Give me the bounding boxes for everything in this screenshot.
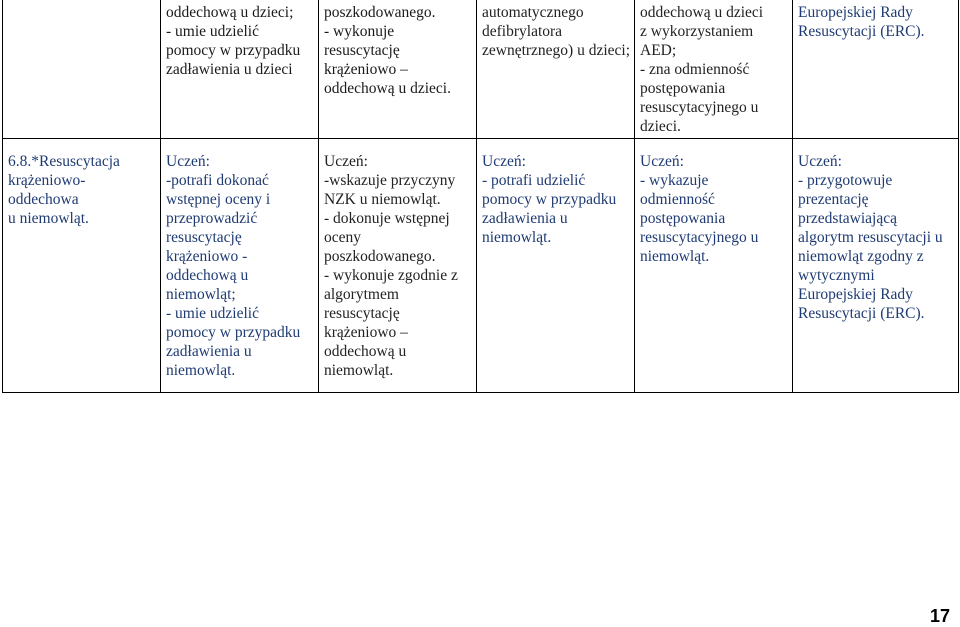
cell-text-line: AED; xyxy=(640,42,677,59)
cell-text-line: Europejskiej Rady xyxy=(798,4,913,21)
cell-text-line: oceny xyxy=(324,229,362,246)
cell-text-line: oddechową u dzieci xyxy=(640,4,764,21)
cell-text-line: Uczeń: xyxy=(324,153,368,170)
cell-text-line: oddechową u dzieci. xyxy=(324,80,451,97)
cell-text-line: resuscytację xyxy=(324,42,400,59)
table-cell-basic-requirements xyxy=(161,0,319,139)
cell-text-line: krążeniowo - xyxy=(166,248,248,265)
cell-text-line: defibrylatora xyxy=(482,23,563,40)
cell-text-line: - umie udzielić xyxy=(166,305,259,322)
table-row xyxy=(3,139,959,393)
cell-text-line: - wykonuje zgodnie z xyxy=(324,267,458,284)
cell-text-line: pomocy w przypadku xyxy=(482,191,617,208)
cell-text-line: wytycznymi xyxy=(798,267,875,284)
cell-text-line: niemowląt. xyxy=(324,362,394,379)
table-cell-advanced-requirements xyxy=(635,0,793,139)
cell-text-line: algorytm resuscytacji u xyxy=(798,229,943,246)
cell-text-line: oddechową u dzieci; xyxy=(166,4,294,21)
cell-text-line: przedstawiającą xyxy=(798,210,897,227)
cell-text-line: pomocy w przypadku xyxy=(166,324,301,341)
cell-text-line: niemowląt. xyxy=(640,248,710,265)
cell-text-line: - wykazuje xyxy=(640,172,709,189)
cell-text-line: oddechową u xyxy=(166,267,249,284)
cell-text-line: prezentację xyxy=(798,191,869,208)
cell-text-line: niemowląt. xyxy=(166,362,236,379)
table-cell-topic xyxy=(3,139,161,393)
cell-text-line: - zna odmienność xyxy=(640,61,750,78)
cell-text-line: Resuscytacji (ERC). xyxy=(798,305,925,322)
cell-text-line: oddechowa xyxy=(8,191,79,208)
cell-text-line: algorytmem xyxy=(324,286,399,303)
cell-text-line: z wykorzystaniem xyxy=(640,23,754,40)
cell-text-line: zadławienia u dzieci xyxy=(166,61,293,78)
cell-text-line: NZK u niemowląt. xyxy=(324,191,441,208)
cell-text-line: oddechową u xyxy=(324,343,407,360)
cell-text-line: automatycznego xyxy=(482,4,584,21)
cell-text-line: odmienność xyxy=(640,191,715,208)
page-number: 17 xyxy=(929,606,950,626)
cell-text-line: zadławienia u xyxy=(166,343,252,360)
cell-text-line: postępowania xyxy=(640,210,726,227)
cell-text-line: resuscytacyjnego u xyxy=(640,229,759,246)
cell-text-line: resuscytację xyxy=(166,229,242,246)
cell-text-line: zewnętrznego) u dzieci; xyxy=(482,42,631,59)
cell-text-line: -wskazuje przyczyny xyxy=(324,172,456,189)
cell-text-line: - umie udzielić xyxy=(166,23,259,40)
cell-text-line: postępowania xyxy=(640,80,726,97)
cell-text-line: Uczeń: xyxy=(166,153,210,170)
cell-text-line: poszkodowanego. xyxy=(324,248,436,265)
cell-text-line: pomocy w przypadku xyxy=(166,42,301,59)
cell-text-line: zadławienia u xyxy=(482,210,568,227)
cell-text-line: Uczeń: xyxy=(798,153,842,170)
cell-text-line: Resuscytacji (ERC). xyxy=(798,23,925,40)
table-cell-outstanding-requirements xyxy=(793,139,959,393)
cell-text-line: - dokonuje wstępnej xyxy=(324,210,450,227)
curriculum-table xyxy=(2,0,959,393)
table-cell-advanced-requirements xyxy=(635,139,793,393)
cell-text-line: resuscytacyjnego u xyxy=(640,99,759,116)
cell-text-line: wstępnej oceny i xyxy=(166,191,271,208)
cell-text-line: krążeniowo – xyxy=(324,61,408,78)
cell-text-line: przeprowadzić xyxy=(166,210,258,227)
cell-text-line: niemowląt zgodny z xyxy=(798,248,924,265)
cell-text-line: resuscytację xyxy=(324,305,400,322)
cell-text-line: - przygotowuje xyxy=(798,172,893,189)
cell-text-line: krążeniowo – xyxy=(324,324,408,341)
cell-text-line: - wykonuje xyxy=(324,23,395,40)
table-cell-complete-requirements xyxy=(477,139,635,393)
cell-text-line: Europejskiej Rady xyxy=(798,286,913,303)
table-cell-basic-requirements xyxy=(161,139,319,393)
cell-text-line: 6.8.*Resuscytacja xyxy=(8,153,120,170)
cell-text-line: niemowląt; xyxy=(166,286,236,303)
table-cell-complete-requirements xyxy=(477,0,635,139)
cell-text-line: Uczeń: xyxy=(482,153,526,170)
table-row xyxy=(3,0,959,139)
cell-text-line: niemowląt. xyxy=(482,229,552,246)
cell-text-line: poszkodowanego. xyxy=(324,4,436,21)
cell-text-line: Uczeń: xyxy=(640,153,684,170)
cell-text-line: -potrafi dokonać xyxy=(166,172,269,189)
cell-text-line: krążeniowo- xyxy=(8,172,86,189)
table-cell-extended-requirements xyxy=(319,0,477,139)
cell-text-line: u niemowląt. xyxy=(8,210,89,227)
table-cell-outstanding-requirements xyxy=(793,0,959,139)
table-cell-topic xyxy=(3,0,161,139)
cell-text-line: dzieci. xyxy=(640,118,681,135)
cell-text-line: - potrafi udzielić xyxy=(482,172,586,189)
table-cell-extended-requirements xyxy=(319,139,477,393)
